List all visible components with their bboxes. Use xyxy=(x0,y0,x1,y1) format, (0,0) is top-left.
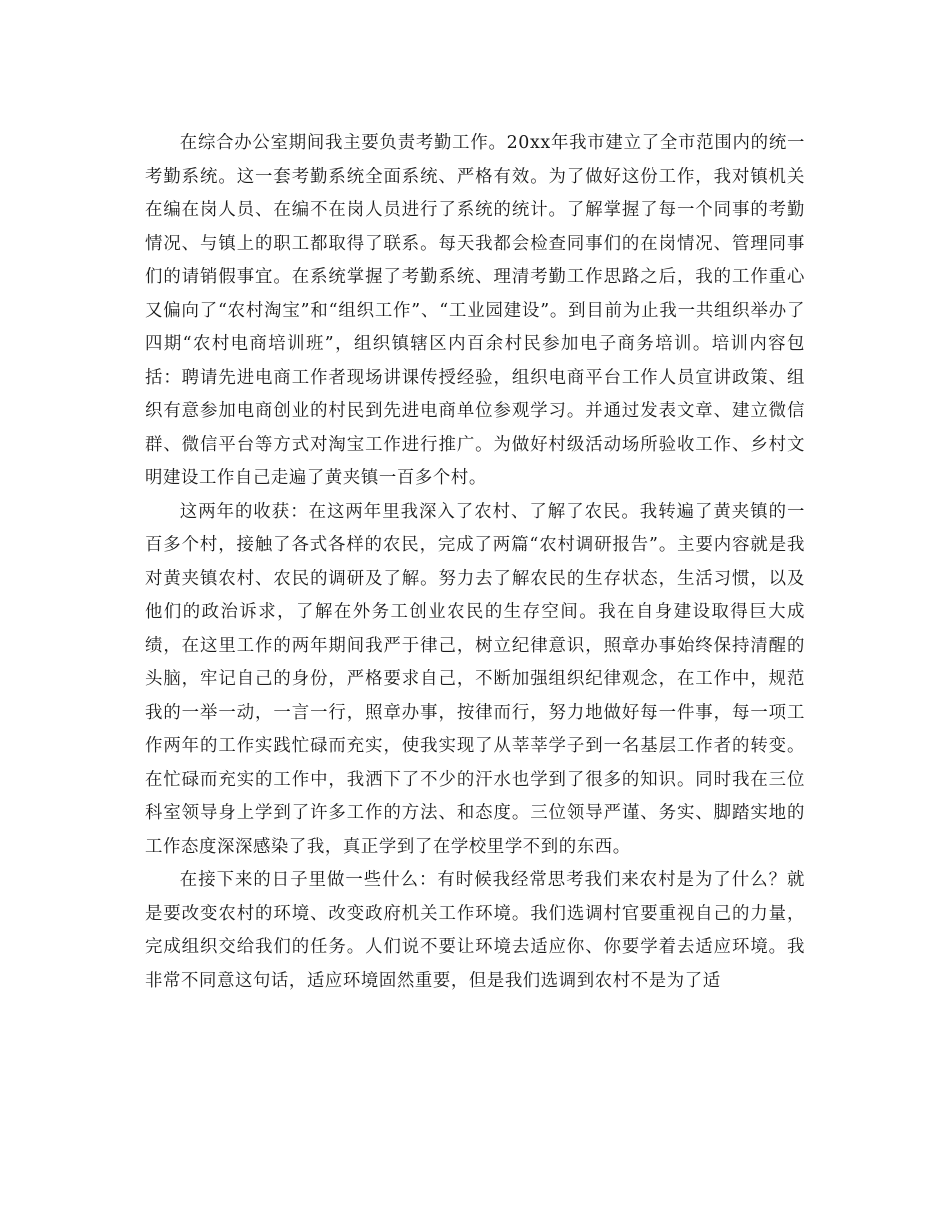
paragraph-attendance-work: 在综合办公室期间我主要负责考勤工作。20xx年我市建立了全市范围内的统一考勤系统。这一套考勤系统全面系统、严格有效。为了做好这份工作，我对镇机关在编在岗人员、在编不在岗人员进行了系统的统计。了解掌握了每一个同事的考勤情况、与镇上的职工都取得了联系。每天我都会检查同事们的在岗情况、管理同事们的请销假事宜。在系统掌握了考勤系统、理清考勤工作思路之后，我的工作重心又偏向了“农村淘宝”和“组织工作”、“工业园建设”。到目前为止我一共组织举办了四期“农村电商培训班”，组织镇辖区内百余村民参加电子商务培训。培训内容包括：聘请先进电商工作者现场讲课传授经验，组织电商平台工作人员宣讲政策、组织有意参加电商创业的村民到先进电商单位参观学习。并通过发表文章、建立微信群、微信平台等方式对淘宝工作进行推广。为做好村级活动场所验收工作、乡村文明建设工作自己走遍了黄夹镇一百多个村。 xyxy=(145,133,805,488)
paragraph-two-year-gains: 这两年的收获：在这两年里我深入了农村、了解了农民。我转遍了黄夹镇的一百多个村，接触了各式各样的农民，完成了两篇“农村调研报告”。主要内容就是我对黄夹镇农村、农民的调研及了解。努力去了解农民的生存状态，生活习惯，以及他们的政治诉求，了解在外务工创业农民的生存空间。我在自身建设取得巨大成绩，在这里工作的两年期间我严于律己，树立纪律意识，照章办事始终保持清醒的头脑，牢记自己的身份，严格要求自己，不断加强组织纪律观念，在工作中，规范我的一举一动，一言一行，照章办事，按律而行，努力地做好每一件事，每一项工作两年的工作实践忙碌而充实，使我实现了从莘莘学子到一名基层工作者的转变。在忙碌而充实的工作中，我洒下了不少的汗水也学到了很多的知识。同时我在三位科室领导身上学到了许多工作的方法、和态度。三位领导严谨、务实、脚踏实地的工作态度深深感染了我，真正学到了在学校里学不到的东西。 xyxy=(145,501,805,857)
document-body xyxy=(145,127,805,998)
paragraph-next-plans: 在接下来的日子里做一些什么：有时候我经常思考我们来农村是为了什么？就是要改变农村的环境、改变政府机关工作环境。我们选调村官要重视自己的力量，完成组织交给我们的任务。人们说不要让环境去适应你、你要学着去适应环境。我非常不同意这句话，适应环境固然重要，但是我们选调到农村不是为了适 xyxy=(145,870,805,991)
